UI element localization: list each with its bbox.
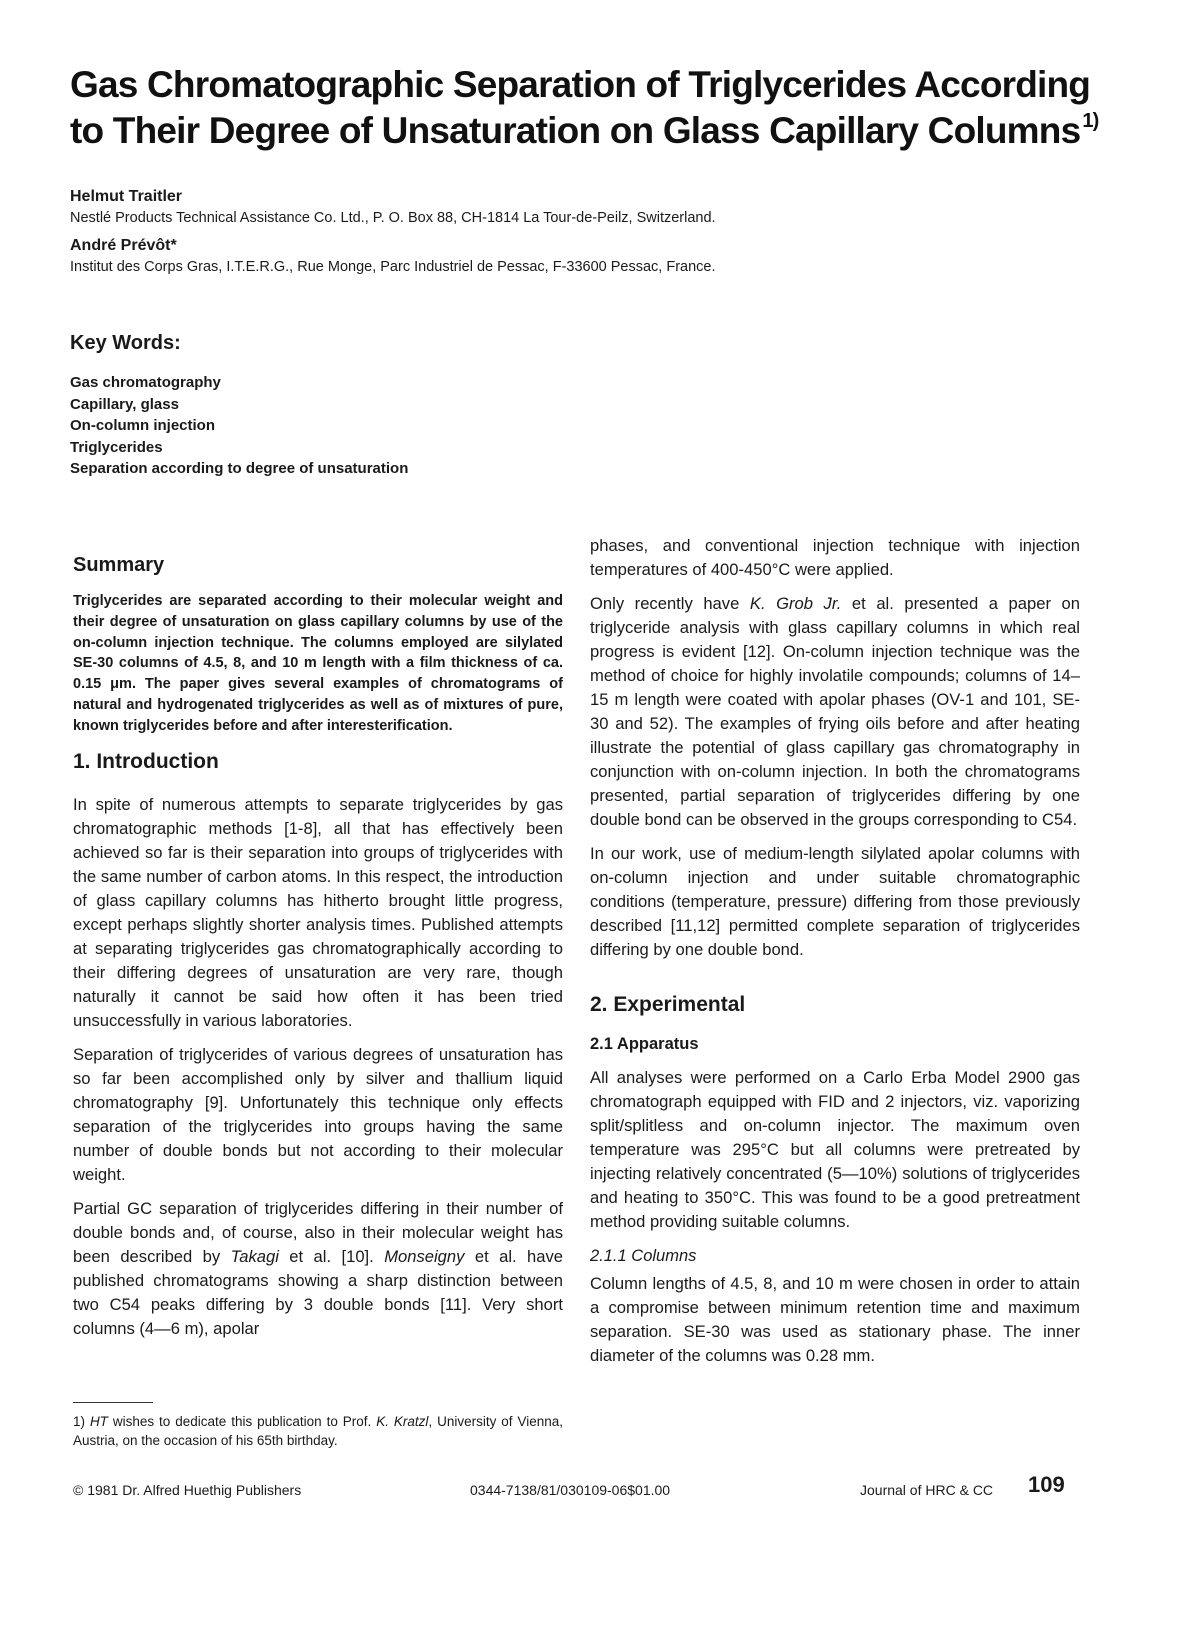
keyword-item: On-column injection xyxy=(70,417,215,434)
title-line-2: to Their Degree of Unsaturation on Glass Capillary Columns xyxy=(70,110,1081,151)
page-number: 109 xyxy=(1028,1472,1065,1497)
right-column xyxy=(590,536,1080,1378)
author-ref: Takagi xyxy=(230,1246,279,1266)
keyword-item: Triglycerides xyxy=(70,438,163,456)
apparatus-heading: 2.1 Apparatus xyxy=(590,1035,699,1053)
author-name: Helmut Traitler xyxy=(70,188,183,205)
summary-text: Triglycerides are separated according to their molecular weight and their degree of unsaturation on glass capillary columns by use of the on-column injection technique. The columns employed are silylated SE-30 columns of 4.5, 8, and 10 m length with a film thickness of ca. 0.15 μm. The paper gives several examples of chromatograms of natural and hydrogenated triglycerides as well as of mixtures of pure, known triglycerides before and after interesterification. xyxy=(73,593,563,734)
intro-paragraph-continued: phases, and conventional injection technique with injection temperatures of 400-450°C were applied. xyxy=(590,536,1080,579)
author-affiliation: Institut des Corps Gras, I.T.E.R.G., Rue Monge, Parc Industriel de Pessac, F-33600 Pessac, France. xyxy=(70,259,716,275)
author-name: André Prévôt* xyxy=(70,237,177,254)
footnote: 1) HT wishes to dedicate this publication to Prof. K. Kratzl, University of Vienna, Austria, on the occasion of his 65th birthday. xyxy=(73,1414,563,1448)
intro-paragraph: In our work, use of medium-length silylated apolar columns with on-column injection and under suitable chromatographic conditions (temperature, pressure) differing from those previously described [11,12] permitted complete separation of triglycerides differing by one double bond. xyxy=(590,844,1080,959)
columns-paragraph: Column lengths of 4.5, 8, and 10 m were chosen in order to attain a compromise between minimum retention time and maximum separation. SE-30 was used as stationary phase. The inner diameter of the columns was 0.28 mm. xyxy=(590,1274,1080,1365)
keyword-item: Gas chromatography xyxy=(70,374,221,391)
summary-heading: Summary xyxy=(73,554,165,576)
footer-journal: Journal of HRC & CC xyxy=(860,1482,994,1498)
intro-paragraph: Separation of triglycerides of various degrees of unsaturation has so far been accomplished only by silver and thallium liquid chromatography [9]. Unfortunately this technique only effects separation of the triglycerides into groups having the same number of double bonds but not according to their molecular weight. xyxy=(73,1044,563,1184)
intro-paragraph: Only recently have K. Grob Jr. et al. presented a paper on triglyceride analysis with glass capillary columns in which real progress is evident [12]. On-column injection technique was the method of choice for highly involatile compounds; columns of 14–15 m length were coated with apolar phases (OV-1 and 101, SE-30 and 52). The examples of frying oils before and after heating illustrate the potential of glass capillary gas chromatography in conjunction with on-column injection. In both the chromatograms presented, partial separation of triglycerides differing by one double bond can be observed in the groups corresponding to C54. xyxy=(590,594,1080,829)
author-ref: Monseigny xyxy=(384,1246,465,1266)
paper-title xyxy=(70,62,1150,154)
author-ref: K. Grob Jr. xyxy=(749,594,842,613)
footer-code: 0344-7138/81/030109-06$01.00 xyxy=(470,1482,671,1498)
title-line-1: Gas Chromatographic Separation of Triglycerides According xyxy=(70,64,1091,105)
author-affiliation: Nestlé Products Technical Assistance Co. Ltd., P. O. Box 88, CH-1814 La Tour-de-Peilz, Switzerland. xyxy=(70,210,716,226)
footnote-divider xyxy=(73,1402,153,1403)
title-footnote-marker: 1) xyxy=(1082,110,1099,132)
keyword-item: Separation according to degree of unsaturation xyxy=(70,460,409,477)
intro-paragraph: In spite of numerous attempts to separate triglycerides by gas chromatographic methods [1-8], all that has effectively been achieved so far is their separation into groups of triglycerides with the same number of carbon atoms. In this respect, the introduction of glass capillary columns has hitherto brought little progress, except perhaps slightly shorter analysis times. Published attempts at separating triglycerides gas chromatographically according to their differing degrees of unsaturation are very rare, though naturally it cannot be said how often it has been tried unsuccessfully in various laboratories. xyxy=(73,794,563,1030)
left-column xyxy=(73,553,563,1351)
author-block xyxy=(70,186,1150,284)
keywords-heading: Key Words: xyxy=(70,332,181,354)
keyword-item: Capillary, glass xyxy=(70,395,179,413)
intro-paragraph: Partial GC separation of triglycerides differing in their number of double bonds and, of course, also in their molecular weight has been described by Takagi et al. [10]. Monseigny et al. have published chromatograms showing a sharp distinction between two C54 peaks differing by 3 double bonds [11]. Very short columns (4—6 m), apolar xyxy=(73,1198,563,1338)
columns-heading: 2.1.1 Columns xyxy=(590,1247,697,1265)
apparatus-paragraph: All analyses were performed on a Carlo Erba Model 2900 gas chromatograph equipped with FID and 2 injectors, viz. vaporizing split/splitless and on-column injector. The maximum oven temperature was 295°C but all columns were pretreated by injecting relatively concentrated (5—10%) solutions of triglycerides and heating to 350°C. This was found to be a good pretreatment method providing suitable columns. xyxy=(590,1068,1080,1231)
keywords-list xyxy=(70,372,408,480)
introduction-heading: 1. Introduction xyxy=(73,749,219,773)
experimental-heading: 2. Experimental xyxy=(590,993,746,1016)
footer-copyright: © 1981 Dr. Alfred Huethig Publishers xyxy=(73,1482,302,1498)
